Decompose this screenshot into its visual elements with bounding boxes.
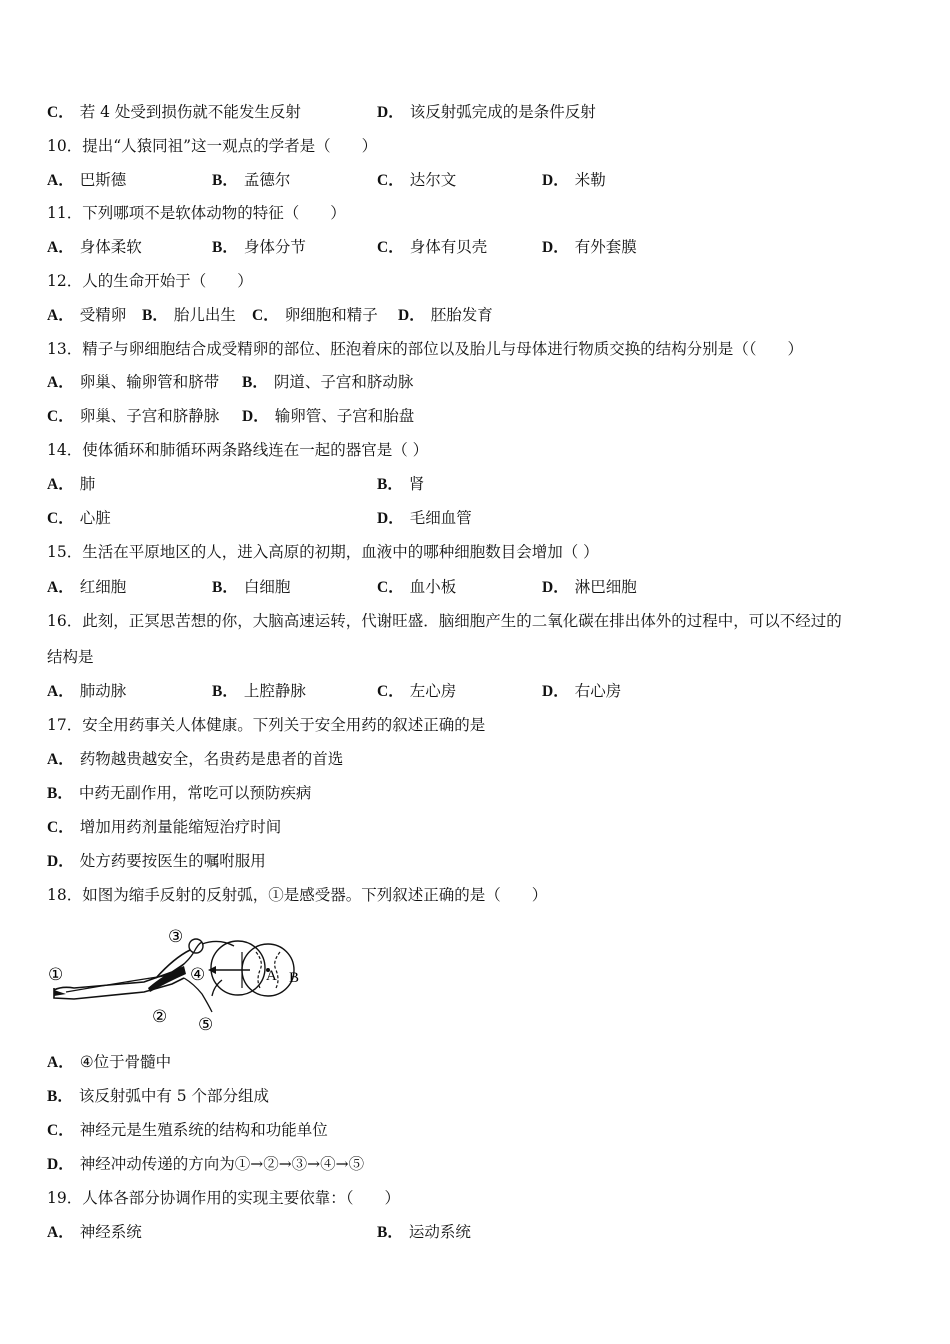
fingertip [54,990,66,996]
option-label: A． [47,172,74,189]
option-label: B． [212,683,238,700]
q16-stem-line1: 16．此刻，正冥思苦想的你，大脑高速运转，代谢旺盛．脑细胞产生的二氧化碳在排出体外的过程中，可以不经过的 [47,612,842,630]
option-text: 胎儿出生 [173,306,236,324]
option-label: D． [47,1156,74,1173]
option-label: C． [377,579,404,596]
option-text: 神经元是生殖系统的结构和功能单位 [79,1121,328,1139]
q18-option-c [47,1120,328,1141]
option-text: 该反射弧中有 5 个部分组成 [78,1087,270,1105]
q11-option-b [212,237,306,258]
q15-option-a [47,577,126,598]
option-label: D． [398,307,425,324]
q12-option-d [398,305,493,326]
q17-option-d [47,851,266,872]
q16-option-a [47,681,126,702]
option-label: A． [47,579,74,596]
label-2: ② [152,1007,168,1027]
q14-option-a [47,474,95,495]
option-label: D． [377,104,404,121]
option-label: A． [47,239,74,256]
option-text: 巴斯德 [79,171,127,189]
option-text: 处方药要按医生的嘱咐服用 [79,852,266,870]
q17-option-b [47,783,311,804]
q16-option-d [542,681,621,702]
option-label: C． [377,239,404,256]
option-label: D． [377,510,404,527]
option-label: D． [242,408,269,425]
q17-option-c [47,817,281,838]
option-label: B． [47,785,73,802]
option-label: D． [542,683,569,700]
spinal-cord-outer [211,941,265,995]
option-text: 右心房 [574,682,622,700]
q11-option-c [377,237,487,258]
option-label: A． [47,1224,74,1241]
option-text: 孟德尔 [243,171,291,189]
option-label: B． [377,476,403,493]
option-text: 卵细胞和精子 [284,306,378,324]
q14-option-d [377,508,472,529]
option-label: B． [212,239,238,256]
q13-stem: 13．精子与卵细胞结合成受精卵的部位、胚泡着床的部位以及胎儿与母体进行物质交换的结构分别是（（ ） [47,340,803,358]
q11-stem: 11．下列哪项不是软体动物的特征（ ） [47,204,346,222]
q13-option-c [47,406,219,427]
option-label: C． [47,1122,74,1139]
q16-option-c [377,681,456,702]
q9-option-c [47,102,301,123]
option-text: 运动系统 [408,1223,471,1241]
option-text: 肺 [79,475,96,493]
option-text: 身体有贝壳 [409,238,488,256]
option-text: 卵巢、输卵管和脐带 [79,373,220,391]
option-label: C． [377,683,404,700]
option-label: C． [377,172,404,189]
q17-stem: 17．安全用药事关人体健康。下列关于安全用药的叙述正确的是 [47,716,486,734]
q18-option-d [47,1154,364,1175]
q19-stem: 19．人体各部分协调作用的实现主要依靠：（ ） [47,1189,400,1207]
option-text: 该反射弧完成的是条件反射 [409,103,596,121]
option-label: B． [47,1088,73,1105]
q14-option-b [377,474,424,495]
option-text: 左心房 [409,682,457,700]
option-text: 受精卵 [79,306,127,324]
option-label: D． [542,239,569,256]
q16-option-b [212,681,306,702]
option-text: 毛细血管 [409,509,472,527]
option-text: 神经系统 [79,1223,142,1241]
option-text: 增加用药剂量能缩短治疗时间 [79,818,282,836]
q18-stem: 18．如图为缩手反射的反射弧，①是感受器。下列叙述正确的是（ ） [47,886,548,904]
q19-option-a [47,1222,142,1243]
q13-option-b [242,372,413,393]
q10-option-d [542,170,606,191]
option-text: 心脏 [79,509,111,527]
option-label: B． [212,172,238,189]
q10-stem: 10．提出“人猿同祖”这一观点的学者是（ ） [47,137,378,155]
option-label: C． [252,307,279,324]
option-label: B． [142,307,168,324]
option-text: 上腔静脉 [243,682,306,700]
q17-option-a [47,749,343,770]
option-label: A． [47,476,74,493]
option-label: A． [47,751,74,768]
q12-option-a [47,305,126,326]
q13-option-a [47,372,219,393]
q13-option-d [242,406,414,427]
option-text: 身体柔软 [79,238,142,256]
label-5: ⑤ [198,1015,214,1034]
option-label: B． [212,579,238,596]
q9-option-d [377,102,596,123]
option-text: 红细胞 [79,578,127,596]
option-label: C． [47,510,74,527]
option-text: 阴道、子宫和脐动脉 [273,373,414,391]
q15-option-d [542,577,637,598]
q12-option-b [142,305,236,326]
q19-option-b [377,1222,471,1243]
option-text: 肾 [408,475,425,493]
option-label: C． [47,408,74,425]
option-text: 有外套膜 [574,238,637,256]
option-label: C． [47,819,74,836]
option-label: A． [47,683,74,700]
q11-option-d [542,237,637,258]
option-label: B． [242,374,268,391]
option-label: C． [47,104,74,121]
option-text: 药物越贵越安全，名贵药是患者的首选 [79,750,344,768]
option-text: 身体分节 [243,238,306,256]
option-text: 输卵管、子宫和胎盘 [274,407,415,425]
label-1: ① [48,965,64,985]
option-text: 肺动脉 [79,682,127,700]
q14-stem: 14．使体循环和肺循环两条路线连在一起的器官是（ ） [47,441,429,459]
q18-option-b [47,1086,269,1107]
option-label: A． [47,307,74,324]
option-text: 米勒 [574,171,606,189]
option-text: 若 4 处受到损伤就不能发生反射 [79,103,301,121]
option-text: 血小板 [409,578,457,596]
label-a: A [266,968,277,984]
option-label: B． [377,1224,403,1241]
option-label: A． [47,1054,74,1071]
q10-option-b [212,170,290,191]
label-b: B [289,970,300,986]
option-label: A． [47,374,74,391]
q14-option-c [47,508,111,529]
q15-option-c [377,577,456,598]
q15-option-b [212,577,290,598]
label-3: ③ [168,927,184,947]
q16-stem-line2: 结构是 [47,648,94,666]
reflex-arc-figure [44,922,314,1034]
q12-stem: 12．人的生命开始于（ ） [47,272,253,290]
q18-option-a [47,1052,171,1073]
q12-option-c [252,305,378,326]
ganglion [189,939,203,953]
option-text: 白细胞 [243,578,291,596]
option-text: 卵巢、子宫和脐静脉 [79,407,220,425]
option-label: D． [542,579,569,596]
q15-stem: 15．生活在平原地区的人，进入高原的初期，血液中的哪种细胞数目会增加（ ） [47,543,599,561]
option-text: 神经冲动传递的方向为①→②→③→④→⑤ [79,1155,365,1173]
option-text: 淋巴细胞 [574,578,637,596]
q10-option-a [47,170,126,191]
option-label: D． [47,853,74,870]
label-4: ④ [190,965,206,985]
option-label: D． [542,172,569,189]
option-text: 中药无副作用，常吃可以预防疾病 [78,784,312,802]
option-text: 胚胎发育 [430,306,493,324]
option-text: ④位于骨髓中 [79,1053,172,1071]
q10-option-c [377,170,456,191]
q11-option-a [47,237,142,258]
option-text: 达尔文 [409,171,457,189]
